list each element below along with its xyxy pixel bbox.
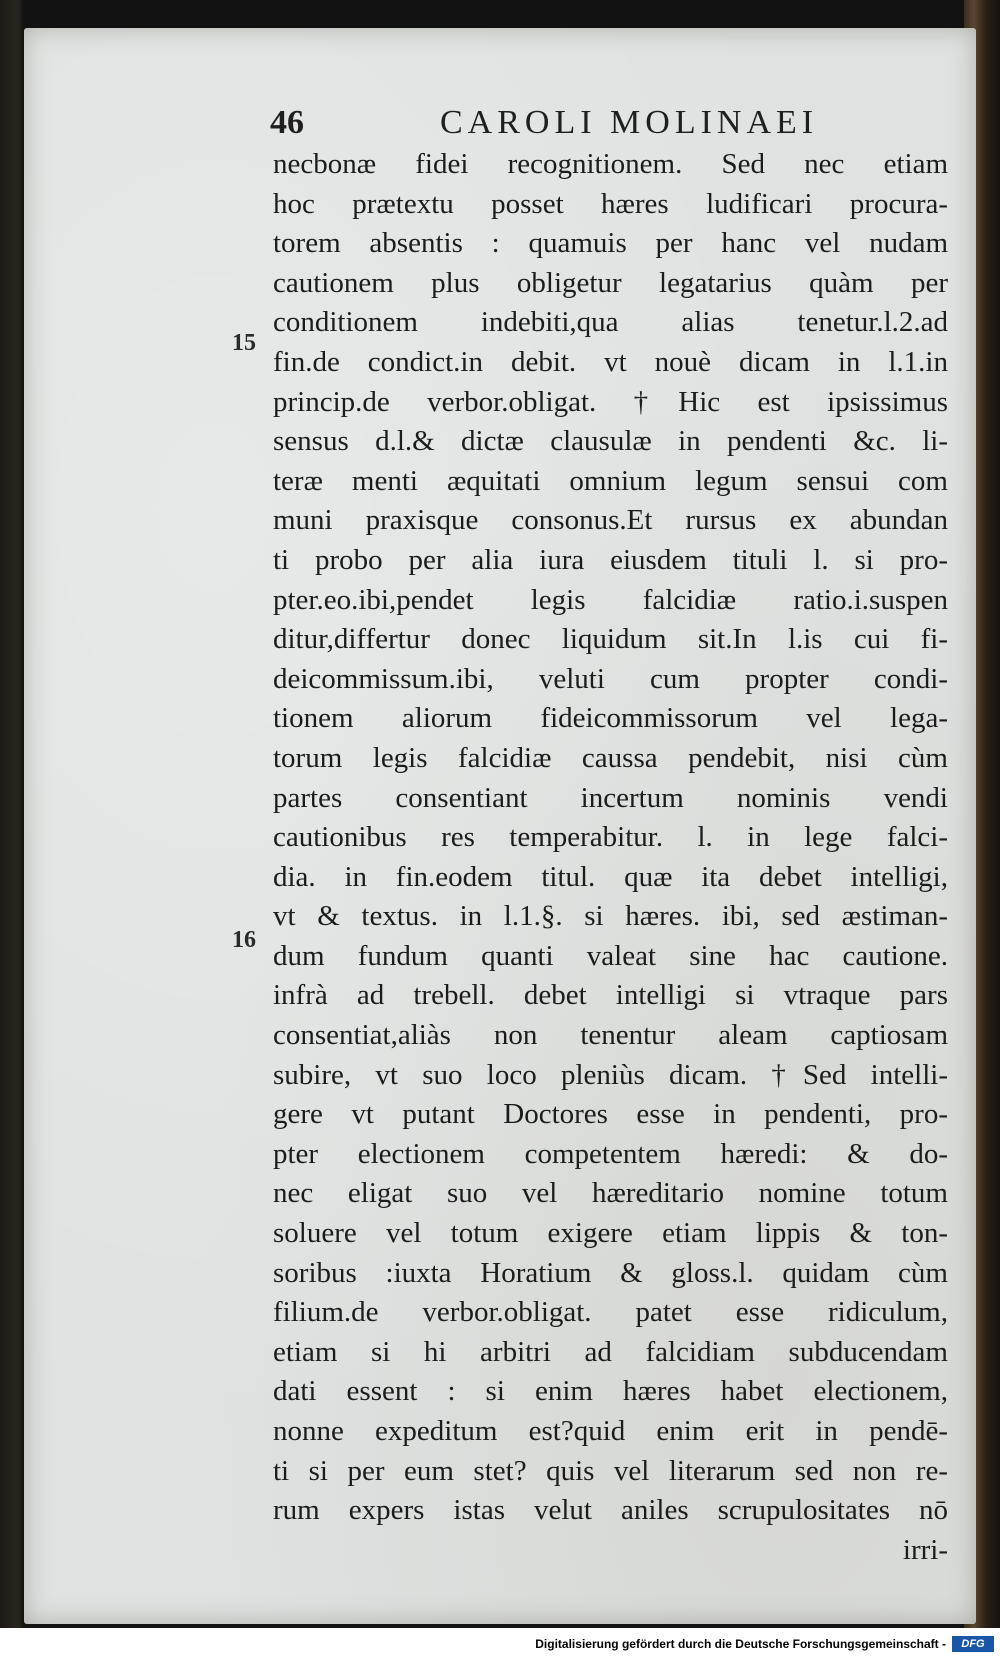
text-line: deicommissum.ibi, veluti cum propter condi-: [273, 662, 948, 695]
text-line: fin.de condict.in debit. vt nouè dicam in l.1.in: [273, 345, 948, 378]
footer-credit: Digitalisierung gefördert durch die Deutsche Forschungsgemeinschaft -: [535, 1637, 946, 1651]
text-line: soluere vel totum exigere etiam lippis & ton-: [273, 1217, 948, 1250]
text-line: conditionem indebiti,qua alias tenetur.l.2.ad: [273, 306, 948, 339]
text-line: muni praxisque consonus.Et rursus ex abundan: [273, 504, 948, 537]
text-line: teræ menti æquitati omnium legum sensui com: [273, 464, 948, 497]
text-line: ditur,differtur donec liquidum sit.In l.is cui fi-: [273, 623, 948, 656]
text-line: pter.eo.ibi,pendet legis falcidiæ ratio.i.suspen: [273, 583, 948, 616]
text-line: torem absentis : quamuis per hanc vel nudam: [273, 227, 948, 260]
page-header: [270, 104, 950, 150]
text-line: filium.de verbor.obligat. patet esse ridiculum,: [273, 1296, 948, 1329]
text-line: ti probo per alia iura eiusdem tituli l. si pro-: [273, 543, 948, 576]
text-line: torum legis falcidiæ caussa pendebit, nisi cùm: [273, 741, 948, 774]
text-line: ti si per eum stet? quis vel literarum sed non re-: [273, 1454, 948, 1487]
text-line: cautionem plus obligetur legatarius quàm per: [273, 266, 948, 299]
text-line: dati essent : si enim hæres habet electionem,: [273, 1375, 948, 1408]
text-line: necbonæ fidei recognitionem. Sed nec etiam: [273, 148, 948, 180]
text-line: partes consentiant incertum nominis vendi: [273, 781, 948, 814]
text-line: hoc prætextu posset hæres ludificari procura-: [273, 187, 948, 220]
text-line: consentiat,aliàs non tenentur aleam captiosam: [273, 1019, 948, 1052]
text-line: dum fundum quanti valeat sine hac cautione.: [273, 939, 948, 972]
margin-number: 15: [232, 330, 256, 356]
text-line: pter electionem competentem hæredi: & do-: [273, 1137, 948, 1170]
text-line: dia. in fin.eodem titul. quæ ita debet intelligi,: [273, 860, 948, 893]
text-line: tionem aliorum fideicommissorum vel lega-: [273, 702, 948, 735]
text-line: vt & textus. in l.1.§. si hæres. ibi, sed æstiman-: [273, 900, 948, 933]
text-line: cautionibus res temperabitur. l. in lege falci-: [273, 821, 948, 854]
text-line: sensus d.l.& dictæ clausulæ in pendenti &c. li-: [273, 425, 948, 458]
text-line: rum expers istas velut aniles scrupulositates nō: [273, 1494, 948, 1527]
text-line: soribus :iuxta Horatium & gloss.l. quidam cùm: [273, 1256, 948, 1289]
catchword: irri-: [902, 1533, 948, 1566]
text-line: princip.de verbor.obligat. †Hic est ipsissimus: [273, 385, 948, 418]
body-text: [273, 145, 948, 1570]
text-line: nonne expeditum est?quid enim erit in pendē-: [273, 1415, 948, 1447]
text-line: subire, vt suo loco pleniùs dicam. †Sed intelli-: [273, 1058, 948, 1091]
page-number: 46: [270, 104, 304, 141]
footer-bar: [0, 1628, 1000, 1658]
dfg-logo-icon: DFG: [952, 1636, 994, 1652]
text-line: etiam si hi arbitri ad falcidiam subducendam: [273, 1335, 948, 1368]
text-line: gere vt putant Doctores esse in pendenti, pro-: [273, 1098, 948, 1131]
running-head: CAROLI MOLINAEI: [440, 104, 819, 141]
margin-number: 16: [232, 927, 256, 953]
text-line: nec eligat suo vel hæreditario nomine totum: [273, 1177, 948, 1210]
text-line: infrà ad trebell. debet intelligi si vtraque pars: [273, 979, 948, 1012]
